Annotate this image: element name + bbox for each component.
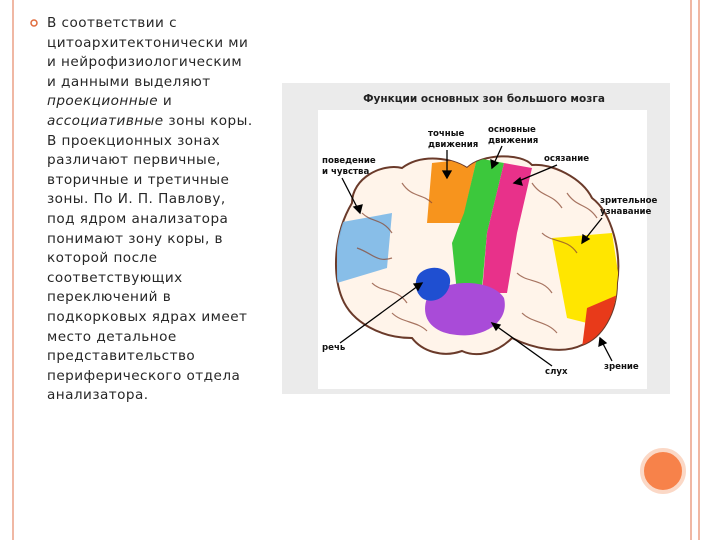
term-projection: проекционные: [47, 93, 159, 110]
bullet-icon: [30, 19, 38, 27]
brain-figure: [282, 83, 670, 394]
decor-stripe-left: [12, 0, 14, 540]
text-part-2: и: [158, 93, 173, 110]
decor-orange-circle: [640, 448, 686, 494]
label-behavior-line2: и чувства: [322, 167, 370, 177]
label-basic-line1: основные: [488, 125, 536, 135]
term-association: ассоциативные: [47, 112, 164, 129]
label-basic-line2: движения: [488, 136, 539, 146]
label-speech: речь: [322, 343, 346, 353]
slide-body-text: [30, 14, 256, 406]
paragraph: [30, 14, 256, 406]
label-hearing: слух: [545, 367, 568, 377]
label-visrec-line1: зрительное: [600, 196, 658, 206]
text-part-3: зоны коры. В проекционных зонах различают первичные, вторичные и третичные зоны. По И. П. Павлову, под ядром анализатора понимают зону коры, в которой после соответствующих переключений в подкорковых ядрах имеет место детальное представительство периферического отдела анализатора.: [47, 112, 253, 404]
label-behavior-line1: поведение: [322, 156, 376, 166]
decor-stripe-right-2: [698, 0, 700, 540]
label-fine-line1: точные: [428, 129, 465, 139]
label-vision: зрение: [604, 362, 639, 372]
brain-diagram: [282, 83, 670, 394]
figure-title: Функции основных зон большого мозга: [363, 93, 605, 105]
label-visrec-line2: узнавание: [600, 207, 652, 217]
decor-stripe-right-1: [690, 0, 692, 540]
text-part-1: В соответствии с цитоархитектонически ми и нейрофизиологическим и данными выделяют: [47, 15, 249, 90]
label-touch: осязание: [544, 154, 590, 164]
label-fine-line2: движения: [428, 140, 479, 150]
